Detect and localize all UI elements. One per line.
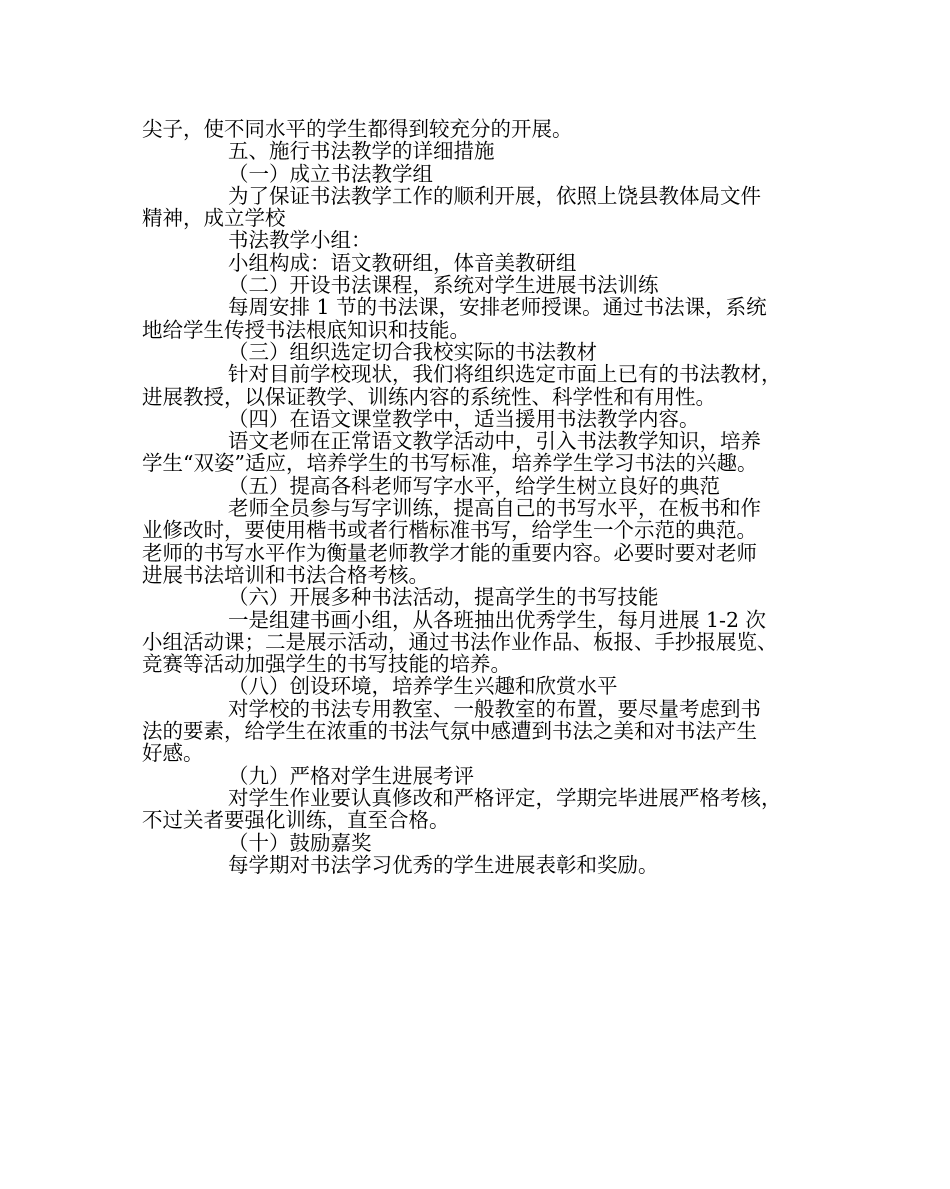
text-line-20: 老师的书写水平作为衡量老师教学才能的重要内容。必要时要对老师 <box>142 540 757 565</box>
text-line-5: 精神，成立学校 <box>142 206 286 231</box>
text-line-34: 每学期对书法学习优秀的学生进展表彰和奖励。 <box>228 852 659 877</box>
subheading-1: （一）成立书法教学组 <box>228 161 433 186</box>
text-line-24: 小组活动课；二是展示活动，通过书法作业作品、板报、手抄报展览、 <box>142 629 778 654</box>
text-line-16: 学生“双姿”适应，培养学生的书写标准，培养学生学习书法的兴趣。 <box>142 451 758 476</box>
subheading-9: （九）严格对学生进展考评 <box>228 763 474 788</box>
text-line-25: 竞赛等活动加强学生的书写技能的培养。 <box>142 652 511 677</box>
text-line-28: 法的要素，给学生在浓重的书法气氛中感遭到书法之美和对书法产生 <box>142 719 757 744</box>
text-line-31: 对学生作业要认真修改和严格评定，学期完毕进展严格考核， <box>228 785 782 810</box>
text-line-12: 针对目前学校现状，我们将组织选定市面上已有的书法教材， <box>228 362 782 387</box>
text-line-23: 一是组建书画小组，从各班抽出优秀学生，每月进展 1-2 次 <box>228 607 767 632</box>
subheading-6: （六）开展多种书法活动，提高学生的书写技能 <box>228 585 659 610</box>
text-line-18: 老师全员参与写字训练，提高自己的书写水平，在板书和作 <box>228 496 761 521</box>
text-line-27: 对学校的书法专用教室、一般教室的布置，要尽量考虑到书 <box>228 696 761 721</box>
text-line-1: 尖子，使不同水平的学生都得到较充分的开展。 <box>142 117 573 141</box>
document-body <box>142 118 822 876</box>
text-line-21: 进展书法培训和书法合格考核。 <box>142 562 429 587</box>
subheading-8: （八）创设环境，培养学生兴趣和欣赏水平 <box>228 674 618 699</box>
subheading-3: （三）组织选定切合我校实际的书法教材 <box>228 339 597 364</box>
text-line-9: 每周安排 1 节的书法课，安排老师授课。通过书法课，系统 <box>228 295 767 320</box>
text-line-4: 为了保证书法教学工作的顺利开展，依照上饶县教体局文件 <box>228 183 761 208</box>
text-line-29: 好感。 <box>142 741 204 766</box>
text-line-6: 书法教学小组： <box>228 228 372 253</box>
text-line-7: 小组构成：语文教研组，体音美教研组 <box>228 250 577 275</box>
subheading-4: （四）在语文课堂教学中，适当援用书法教学内容。 <box>228 406 700 431</box>
subheading-10: （十）鼓励嘉奖 <box>228 830 372 855</box>
text-line-10: 地给学生传授书法根底知识和技能。 <box>142 317 470 342</box>
section-heading-5: 五、施行书法教学的详细措施 <box>228 139 495 164</box>
subheading-5: （五）提高各科老师写字水平，给学生树立良好的典范 <box>228 473 720 498</box>
text-line-13: 进展教授，以保证教学、训练内容的系统性、科学性和有用性。 <box>142 384 716 409</box>
text-line-15: 语文老师在正常语文教学活动中，引入书法教学知识，培养 <box>228 429 761 454</box>
subheading-2: （二）开设书法课程，系统对学生进展书法训练 <box>228 273 659 298</box>
text-line-32: 不过关者要强化训练，直至合格。 <box>142 808 450 833</box>
text-line-19: 业修改时，要使用楷书或者行楷标准书写，给学生一个示范的典范。 <box>142 518 757 543</box>
